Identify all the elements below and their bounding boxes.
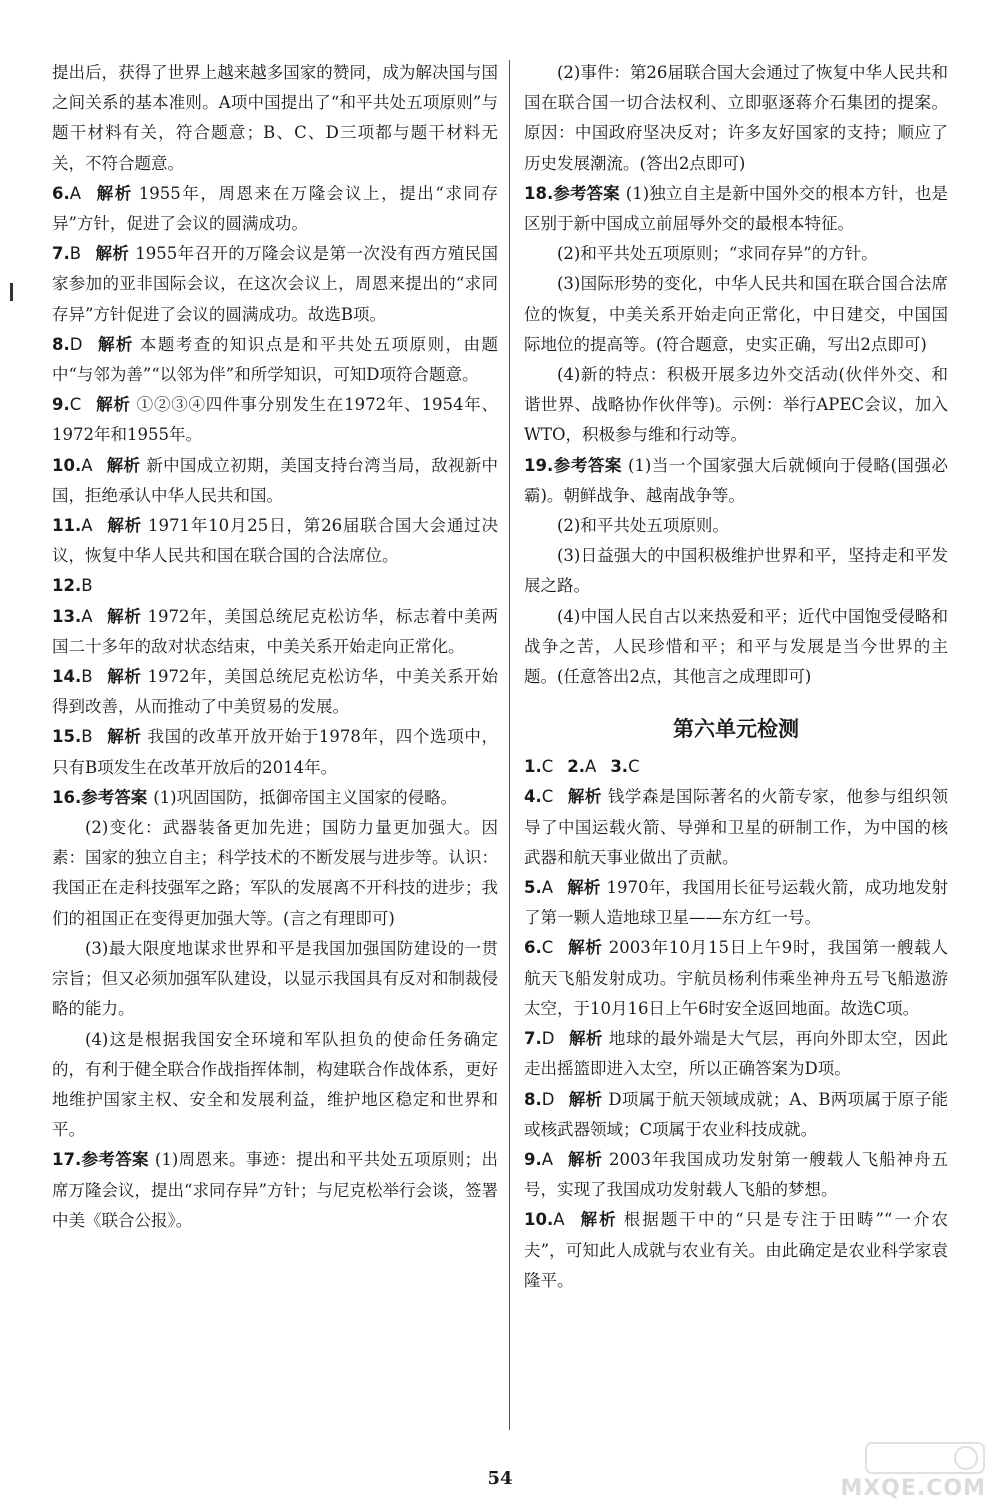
explanation-text: 1972年，美国总统尼克松访华，标志着中美两国二十多年的敌对状态结束，中美关系开始走向正常化。 <box>52 606 499 656</box>
left-column <box>52 58 498 1236</box>
answer-item <box>52 511 498 571</box>
right-column <box>524 58 948 1296</box>
sub-answer: (3)最大限度地谋求世界和平是我国加强国防建设的一贯宗旨；但又必须加强军队建设，以显示我国具有反对和制裁侵略的能力。 <box>52 938 498 1019</box>
question-number: 5. <box>524 878 542 898</box>
answer-choice: B <box>81 667 93 687</box>
page-number: 54 <box>487 1468 513 1489</box>
label-tag: 解析 <box>567 878 601 898</box>
question-number: 12. <box>52 576 82 596</box>
explanation-text: 我国的改革开放开始于1978年，四个选项中，只有B项发生在改革开放后的2014年。 <box>52 727 498 777</box>
explanation-text: 1971年10月25日，第26届联合国大会通过决议，恢复中华人民共和国在联合国的合法席位。 <box>52 516 499 566</box>
sub-answer: (4)这是根据我国安全环境和军队担负的使命任务确定的，有利于健全联合作战指挥体制，构建联合作战体系，更好地维护国家主权、安全和发展利益，维护地区稳定和世界和平。 <box>52 1029 498 1140</box>
explanation-text: 1955年，周恩来在万隆会议上，提出“求同存异”方针，促进了会议的圆满成功。 <box>52 183 498 234</box>
label-tag: 参考答案 <box>553 455 622 475</box>
answer-choice: B <box>69 244 82 264</box>
question-number: 18. <box>524 183 554 203</box>
answer-item <box>52 239 498 330</box>
question-number: 9. <box>52 395 70 415</box>
answer-choice: A <box>69 183 82 203</box>
question-number: 17. <box>52 1150 82 1170</box>
question-number: 9. <box>524 1149 542 1169</box>
watermark-logo <box>806 1441 986 1501</box>
label-tag: 解析 <box>568 1029 603 1049</box>
answer-item <box>52 179 498 239</box>
answer-choice: A <box>553 1210 565 1230</box>
explanation-text: 1972年，美国总统尼克松访华，中美关系开始得到改善，从而推动了中美贸易的发展。 <box>52 667 498 717</box>
question-number: 7. <box>524 1029 542 1049</box>
watermark-site: MXQE.COM <box>840 1476 986 1501</box>
label-tag: 解析 <box>106 727 142 747</box>
label-tag: 解析 <box>96 334 134 354</box>
sub-answer: (4)新的特点：积极开展多边外交活动(伙伴外交、和谐世界、战略协作伙伴等)。示例：举行APEC会议，加入WTO，积极参与维和行动等。 <box>524 365 948 445</box>
question-number: 2. <box>567 757 586 777</box>
explanation-text: 地球的最外端是大气层，再向外即太空，因此走出摇篮即进入太空，所以正确答案为D项。 <box>524 1029 949 1079</box>
answer-choice: C <box>541 938 554 958</box>
question-number: 6. <box>52 183 70 203</box>
answer-item <box>52 390 498 450</box>
answer-choice: D <box>541 1029 555 1049</box>
answer-item <box>52 662 498 722</box>
sub-answer: (2)事件：第26届联合国大会通过了恢复中华人民共和国在联合国一切合法权利、立即驱逐蒋介石集团的提案。原因：中国政府坚决反对；许多友好国家的支持；顺应了历史发展潮流。(答出2点即可) <box>524 63 948 173</box>
sub-answer: (3)国际形势的变化，中华人民共和国在联合国合法席位的恢复，中美关系开始走向正常化，中日建交，中国国际地位的提高等。(符合题意，史实正确，写出2点即可) <box>524 274 948 354</box>
answer-item <box>52 783 498 813</box>
answer-item <box>52 571 498 601</box>
question-number: 11. <box>52 516 82 536</box>
label-tag: 解析 <box>106 516 143 536</box>
explanation-text: 根据题干中的“只是专注于田畴”“一介农夫”，可知此人成就与农业有关。由此确定是农业科学家袁隆平。 <box>524 1210 949 1290</box>
explanation-text: ①②③④四件事分别发生在1972年、1954年、1972年和1955年。 <box>52 395 499 445</box>
sub-answer: (2)变化：武器装备更加先进；国防力量更加强大。因素：国家的独立自主；科学技术的不断发展与进步等。认识：我国正在走科技强军之路；军队的发展离不开科技的进步；我们的祖国正在变得更加强大等。(言之有理即可) <box>52 818 498 928</box>
scan-mark <box>10 283 13 301</box>
answer-item <box>524 179 948 239</box>
answer-item <box>524 451 948 511</box>
explanation-text: D项属于航天领域成就；A、B两项属于原子能或核武器领域；C项属于农业科技成就。 <box>524 1089 948 1139</box>
sub-answer: (3)日益强大的中国积极维护世界和平，坚持走和平发展之路。 <box>524 546 948 596</box>
question-number: 8. <box>52 334 70 354</box>
answer-item <box>524 1205 948 1296</box>
label-tag: 参考答案 <box>81 1150 149 1170</box>
question-number: 6. <box>524 938 542 958</box>
answer-choice: A <box>541 878 554 898</box>
question-number: 13. <box>52 606 82 626</box>
answer-choice: A <box>541 1149 554 1169</box>
answer-choice: C <box>541 787 554 807</box>
answer-choice: B <box>81 727 93 747</box>
explanation-text: (1)周恩来。事迹：提出和平共处五项原则；出席万隆会议，提出“求同存异”方针；与尼克松举行会谈，签署中美《联合公报》。 <box>52 1150 499 1230</box>
column-divider <box>509 60 510 1430</box>
label-tag: 解析 <box>95 395 131 415</box>
answer-row <box>524 752 948 782</box>
question-number: 1. <box>524 757 542 777</box>
question-number: 10. <box>524 1210 554 1230</box>
answer-item <box>52 1145 498 1236</box>
answer-choice: A <box>81 516 93 536</box>
answer-item <box>524 1024 948 1084</box>
answer-item <box>52 330 498 390</box>
label-tag: 解析 <box>106 667 142 687</box>
question-number: 19. <box>524 455 554 475</box>
answer-choice: B <box>81 576 93 596</box>
label-tag: 参考答案 <box>81 787 148 807</box>
explanation-text: 1970年，我国用长征号运载火箭，成功地发射了第一颗人造地球卫星——东方红一号。 <box>524 878 948 928</box>
question-number: 7. <box>52 244 70 264</box>
answer-item <box>524 873 948 933</box>
explanation-text: 2003年10月15日上午9时，我国第一艘载人航天飞船发射成功。宇航员杨利伟乘坐神舟五号飞船遨游太空，于10月16日上午6时安全返回地面。故选C项。 <box>524 938 948 1018</box>
label-tag: 解析 <box>95 183 133 203</box>
explanation-text: 钱学森是国际著名的火箭专家，他参与组织领导了中国运载火箭、导弹和卫星的研制工作，为中国的核武器和航天事业做出了贡献。 <box>524 787 949 867</box>
question-number: 10. <box>52 455 82 475</box>
answer-choice: A <box>81 606 93 626</box>
sub-answer: (2)和平共处五项原则；“求同存异”的方针。 <box>557 244 878 264</box>
answer-item <box>524 1085 948 1145</box>
label-tag: 解析 <box>567 1149 603 1169</box>
answer-choice: C <box>541 757 554 777</box>
answer-item <box>52 451 498 511</box>
section-title: 第六单元检测 <box>673 717 799 742</box>
explanation-text: (1)当一个国家强大后就倾向于侵略(国强必霸)。朝鲜战争、越南战争等。 <box>524 455 949 505</box>
sub-answer: (2)和平共处五项原则。 <box>557 516 729 536</box>
explanation-text: 新中国成立初期，美国支持台湾当局，敌视新中国，拒绝承认中华人民共和国。 <box>52 455 499 505</box>
answer-choice: C <box>628 757 640 777</box>
answer-item <box>524 1145 948 1205</box>
question-number: 8. <box>524 1089 542 1109</box>
answer-item <box>524 933 948 1024</box>
explanation-text: 1955年召开的万隆会议是第一次没有西方殖民国家参加的亚非国际会议，在这次会议上，周恩来提出的“求同存异”方针促进了会议的圆满成功。故选B项。 <box>52 244 498 324</box>
label-tag: 解析 <box>95 244 130 264</box>
explanation-text: (1)独立自主是新中国外交的根本方针，也是区别于新中国成立前屈辱外交的最根本特征。 <box>524 183 949 234</box>
continued-paragraph: 提出后，获得了世界上越来越多国家的赞同，成为解决国与国之间关系的基本准则。A项中国提出了“和平共处五项原则”与题干材料有关，符合题意；B、C、D三项都与题干材料无关，不符合题意。 <box>52 63 498 173</box>
question-number: 4. <box>524 787 542 807</box>
answer-choice: D <box>69 334 83 354</box>
sub-answer: (4)中国人民自古以来热爱和平；近代中国饱受侵略和战争之苦，人民珍惜和平；和平与发展是当今世界的主题。(任意答出2点，其他言之成理即可) <box>524 606 948 687</box>
label-tag: 解析 <box>106 455 141 475</box>
explanation-text: 本题考查的知识点是和平共处五项原则，由题中“与邻为善”“以邻为伴”和所学知识，可知D项符合题意。 <box>52 334 499 385</box>
label-tag: 解析 <box>568 1089 603 1109</box>
label-tag: 解析 <box>106 606 142 626</box>
explanation-text: (1)巩固国防，抵御帝国主义国家的侵略。 <box>153 787 458 807</box>
answer-item <box>524 782 948 873</box>
label-tag: 解析 <box>578 1210 618 1230</box>
question-number: 3. <box>610 757 629 777</box>
answer-choice: D <box>541 1089 555 1109</box>
explanation-text: 2003年我国成功发射第一艘载人飞船神舟五号，实现了我国成功发射载人飞船的梦想。 <box>524 1149 948 1200</box>
question-number: 15. <box>52 727 82 747</box>
question-number: 14. <box>52 667 82 687</box>
answer-item <box>52 602 498 662</box>
label-tag: 参考答案 <box>553 183 620 203</box>
question-number: 16. <box>52 787 82 807</box>
answer-choice: C <box>69 395 82 415</box>
label-tag: 解析 <box>567 938 603 958</box>
answer-choice: A <box>585 757 597 777</box>
answer-choice: A <box>81 455 93 475</box>
answer-item <box>52 722 498 782</box>
label-tag: 解析 <box>567 787 602 807</box>
